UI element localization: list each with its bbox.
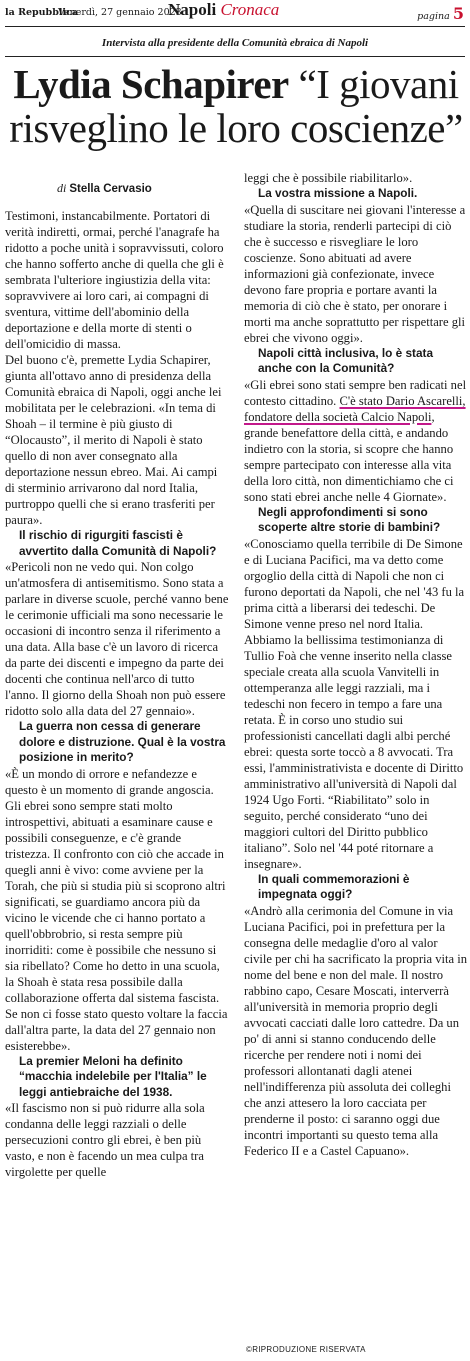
headline-quote: “I giovani risveglino le loro coscienze” bbox=[9, 61, 463, 151]
interview-question: Il rischio di rigurgiti fascisti è avvertito dalla Comunità di Napoli? bbox=[19, 528, 217, 558]
paragraph: Testimoni, instancabilmente. Portatori di verità indiretti, ormai, perché l'anagrafe ha ridotto a poche unità i sopravvissuti, coloro che hanno sofferto anche di quella che gli è sembrata l'ulteriore ingiustizia della vita: sopravvivere ai loro cari, ai compagni di sventura, vittime dell'abominio della deportazione e della morte di stenti o dell'omicidio di massa. bbox=[5, 209, 224, 351]
paragraph: «Quella di suscitare nei giovani l'interesse a studiare la storia, renderli partecipi di ciò che è successo e risvegliare le loro coscienze. Sono abituati ad avere informazioni già confezionate, invece devono fare propria e portare avanti la memoria di ciò che è stato, per onorare i morti ma anche soprattutto per rispettare gli ebrei che vivono oggi». bbox=[244, 202, 466, 345]
text-run: , grande benefattore della città, e andando indietro con la storia, si scopre che hanno sempre partecipato con interesse alla vita della loro città, non dimentichiamo che ci sono stati ebrei anche nelle 4 Giornate». bbox=[244, 409, 454, 504]
header-rule bbox=[5, 26, 465, 27]
article-headline bbox=[6, 62, 466, 150]
interview-question: La guerra non cessa di generare dolore e distruzione. Qual è la vostra posizione in merito? bbox=[19, 719, 226, 764]
interview-question: La vostra missione a Napoli. bbox=[258, 186, 418, 200]
paragraph: «Andrò alla cerimonia del Comune in via Luciana Pacifici, poi in prefettura per la consegna delle medaglie d'oro al valor civile per chi ha sacrificato la propria vita in nome del bene e non del male. Il nostro rabbino capo, Cesare Moscati, interverrà all'università in memoria proprio degli avvocati cacciati dalle loro cattedre. Da un po' di anni si stanno conducendo delle ricerche per rendere noti i nomi dei professori allontanati dagli atenei nell'indifferenza più assoluta dei colleghi che anzi attesero la loro cacciata per prenderne il posto: ci saranno oggi due incontri importanti su questo tema alla Federico II e a Castel Capuano». bbox=[244, 903, 468, 1158]
paragraph: «Conosciamo quella terribile di De Simone e di Luciana Pacifici, ma va detto come orgoglio della città di Napoli che non ci furono deportati da Napoli, che nel '43 fu la prima città a liberarsi dei tedeschi. De Simone venne preso nel nord Italia. Abbiamo la bellissima testimonianza di Tullio Foà che venne inserito nella classe speciale creata alla scuola Vanvitelli in ottemperanza alle leggi razziali, ma i tedeschi non fecero in tempo a fare una retata. È in corso uno studio sui professionisti cancellati dagli albi perché ebrei: questa sorte toccò a 8 avvocati. Tra essi, l'amministrativista e docente di Diritto amministrativo all'università di Napoli dal 1924 Ugo Forti. “Riabilitato” solo in seguito, perché considerato “uno dei maggiori cultori del Diritto pubblico italiano”. Solo nel '44 poté ritornare a insegnare». bbox=[244, 536, 465, 871]
paragraph: leggi che è possibile riabilitarlo». bbox=[244, 171, 413, 185]
page-indicator bbox=[417, 4, 464, 23]
interview-question: In quali commemorazioni è impegnata oggi? bbox=[258, 871, 410, 901]
masthead-logo: la Repubblica bbox=[5, 7, 79, 18]
interview-question: La premier Meloni ha definito “macchia indelebile per l'Italia” le leggi antiebraiche del 1938. bbox=[19, 1053, 207, 1099]
headline-name: Lydia Schapirer bbox=[13, 61, 289, 107]
interview-question: Napoli città inclusiva, lo è stata anche con la Comunità? bbox=[258, 345, 434, 375]
highlighted-text: C'è stato Dario Ascarelli, fondatore della società Calcio Napoli bbox=[244, 393, 466, 424]
page-label: pagina bbox=[417, 11, 450, 22]
subsection-name: Cronaca bbox=[220, 0, 280, 19]
issue-date: Venerdì, 27 gennaio 2023 bbox=[58, 7, 182, 18]
text-run: «Gli ebrei sono stati sempre ben radicati nel contesto cittadino. bbox=[244, 377, 467, 408]
page-header bbox=[0, 0, 470, 26]
paragraph: «Il fascismo non si può ridurre alla sola condanna delle leggi razziali o delle persecuzioni contro gli ebrei, è ben più vasto, e non è facendo un mea culpa tra virgolette per quelle bbox=[5, 1101, 205, 1179]
paragraph bbox=[244, 377, 468, 505]
article-kicker: Intervista alla presidente della Comunità ebraica di Napoli bbox=[101, 37, 369, 49]
section-title bbox=[168, 0, 279, 20]
article-column-2 bbox=[244, 170, 468, 1159]
paragraph: Del buono c'è, premette Lydia Schapirer, giunta all'ottavo anno di presidenza della Comunità ebraica di Napoli, oggi anche lei mobilitata per le celebrazioni. «In tema di Shoah – il termine è più giusto di “Olocausto”, il merito di Napoli è stato quello di non aver consegnato alla deportazione nessun ebreo. Mai. Ai campi di sterminio arrivarono dal nord Italia, purtroppo quelli che si erano trasferiti per paura». bbox=[5, 353, 222, 527]
kicker-rule bbox=[5, 56, 465, 57]
page-number: 5 bbox=[452, 4, 464, 23]
byline bbox=[57, 181, 152, 196]
article-column-1 bbox=[5, 208, 229, 1180]
interview-question: Negli approfondimenti si sono scoperte altre storie di bambini? bbox=[258, 504, 441, 534]
byline-author: Stella Cervasio bbox=[69, 183, 152, 195]
byline-prefix: di bbox=[57, 181, 67, 195]
section-name: Napoli bbox=[168, 0, 217, 19]
copyright-notice: ©RIPRODUZIONE RISERVATA bbox=[246, 1345, 366, 1354]
paragraph: «È un mondo di orrore e nefandezze e questo è un momento di grande angoscia. Gli ebrei sono sempre stati molto introspettivi, abituati a esaminare cause e possibili conseguenze, e c'è grande tristezza. Il confronto con ciò che accade in quegli anni è vivo: come avviene per la Torah, che più si studia più si scoprono altri significati, se guardiamo ancora più da vicino le vicende che ci hanno portato a quell'obbrobrio, si resta sempre più inorriditi: come è possibile che nessuno si sia ribellato? Come ho detto in una scuola, la Shoah è stata resa possibile dalla collaborazione offerta dal sistema fascista. Se non ci fosse stato questo voltare la faccia dall'altra parte, la data del 27 gennaio non esisterebbe». bbox=[5, 766, 228, 1053]
paragraph: «Pericoli non ne vedo qui. Non colgo un'atmosfera di antisemitismo. Sono stata a parlare in diverse scuole, perché vanno bene le cerimonie ufficiali ma sono necessarie le occasioni di incontro senza il riferimento a una data. Alla base c'è un lavoro di ricerca da parte dei discenti e impegno da parte dei docenti che continua nell'arco di tutto l'anno. Il giorno della Shoah non può essere ridotto solo alla data del 27 gennaio». bbox=[5, 560, 229, 718]
